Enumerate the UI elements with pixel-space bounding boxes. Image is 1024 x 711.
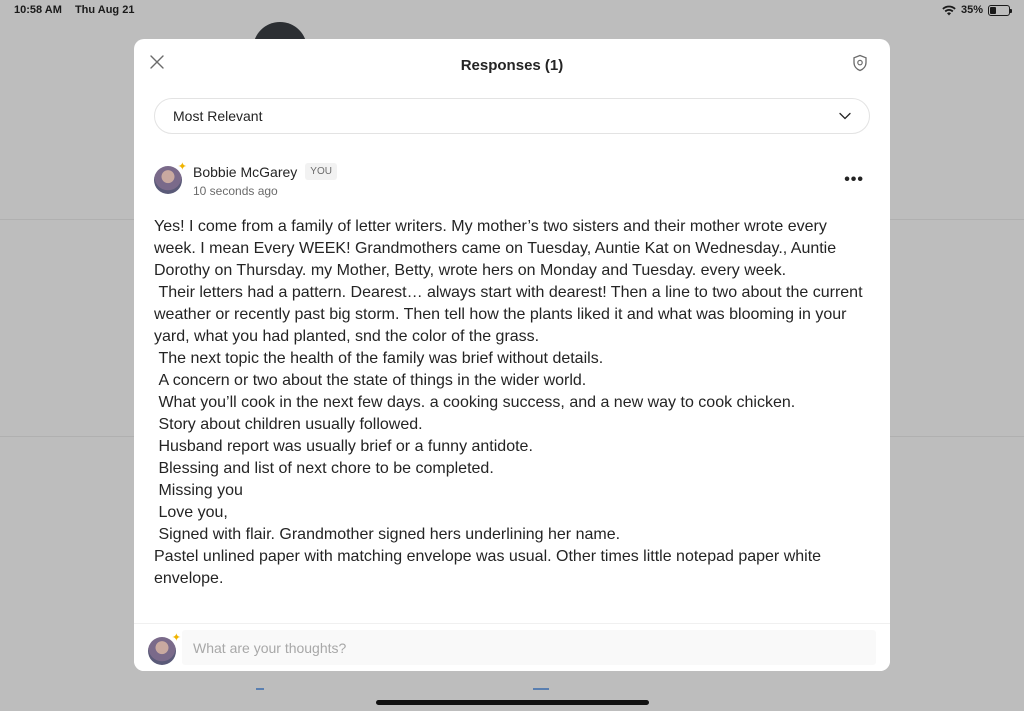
response-line: Love you, — [154, 504, 228, 521]
close-icon[interactable] — [148, 53, 166, 71]
response-line: What you’ll cook in the next few days. a cooking success, and a new way to cook chicken. — [154, 394, 796, 411]
sort-select[interactable] — [154, 98, 870, 134]
author-name[interactable]: Bobbie McGarey — [193, 163, 298, 180]
sparkle-icon: ✦ — [177, 161, 187, 173]
response-line: A concern or two about the state of things in the wider world. — [154, 372, 587, 389]
response-line: Pastel unlined paper with matching envelope was usual. Other times little notepad paper white envelope. — [154, 548, 826, 587]
author-meta — [193, 163, 337, 198]
reply-bar — [134, 623, 890, 671]
response-line: Signed with flair. Grandmother signed hers underlining her name. — [154, 526, 621, 543]
battery-fill — [990, 7, 996, 14]
status-time: 10:58 AM — [14, 4, 62, 16]
response-timestamp: 10 seconds ago — [193, 184, 278, 198]
modal-header — [134, 39, 890, 89]
reply-avatar — [148, 632, 181, 665]
response-line: Blessing and list of next chore to be completed. — [154, 460, 494, 477]
response-line: Yes! I come from a family of letter writers. My mother’s two sisters and their mother wrote every week. I mean Every WEEK! Grandmothers came on Tuesday, Auntie Kat on Wednesday., Auntie Dorothy on Thursday. my Mother, Betty, wrote hers on Monday and Tuesday. every week. — [154, 218, 841, 279]
more-icon[interactable]: ••• — [844, 171, 864, 188]
author-line — [193, 163, 337, 180]
response-line: Husband report was usually brief or a funny antidote. — [154, 438, 533, 455]
battery-percent: 35% — [960, 4, 983, 16]
wifi-icon — [942, 5, 956, 16]
avatar[interactable] — [154, 161, 187, 194]
shield-icon[interactable] — [852, 54, 868, 72]
response-line: Missing you — [154, 482, 243, 499]
sparkle-icon: ✦ — [171, 632, 181, 644]
response-author-row — [154, 163, 870, 203]
you-badge: YOU — [305, 163, 337, 180]
reply-input[interactable] — [182, 630, 876, 665]
status-left — [14, 4, 144, 16]
status-right — [942, 4, 1010, 16]
chevron-down-icon — [839, 112, 851, 120]
background-tab-indicator — [256, 688, 264, 690]
home-indicator[interactable] — [376, 700, 649, 705]
response-body — [154, 216, 870, 590]
background-tab-indicator — [533, 688, 549, 690]
sort-selected-label: Most Relevant — [173, 108, 263, 124]
response-item — [154, 163, 870, 590]
status-bar — [0, 0, 1024, 20]
status-date: Thu Aug 21 — [74, 4, 135, 16]
response-line: Their letters had a pattern. Dearest… always start with dearest! Then a line to two about the current weather or recently past big storm. Then tell how the plants liked it and what was blooming in your yard, what you had planted, snd the color of the grass. — [154, 284, 867, 345]
battery-icon — [988, 5, 1010, 16]
responses-modal — [134, 39, 890, 671]
response-line: Story about children usually followed. — [154, 416, 423, 433]
response-line: The next topic the health of the family was brief without details. — [154, 350, 604, 367]
modal-title: Responses (1) — [460, 56, 564, 74]
